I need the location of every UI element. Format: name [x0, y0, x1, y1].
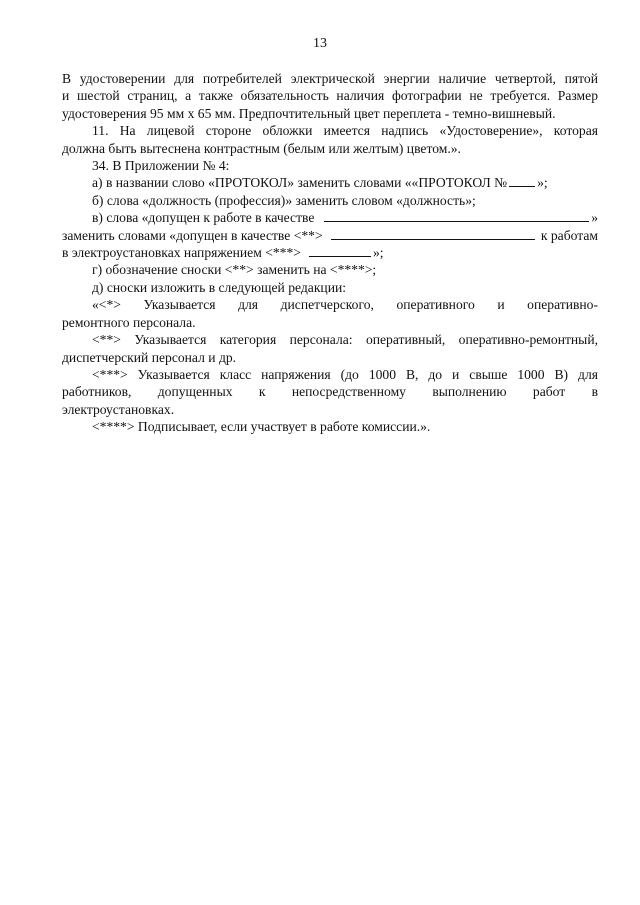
- text-line: <**> Указывается категория персонала: оперативный, оперативно-ремонтный,: [92, 332, 598, 348]
- paragraph-certificate-size: [62, 70, 598, 122]
- text-line: В удостоверении для потребителей электрической энергии наличие четвертой, пятой: [62, 71, 598, 86]
- item-g: г) обозначение сноски <**> заменить на <****>;: [92, 262, 377, 278]
- footnote-1: [62, 296, 598, 331]
- item-a: [62, 174, 598, 191]
- item-v-line-3: [62, 244, 598, 261]
- item-v-line-3-text: в электроустановках напряжением <***>: [62, 245, 301, 261]
- blank-line: [309, 244, 371, 257]
- text-line: работников, допущенных к непосредственному выполнению работ в: [62, 384, 598, 400]
- text-line: электроустановках.: [62, 401, 175, 417]
- item-v-line-1-text: в) слова «допущен к работе в качестве: [92, 210, 315, 226]
- blank-line: [324, 209, 589, 222]
- item-v-line-2: [62, 227, 598, 244]
- text-line: <***> Указывается класс напряжения (до 1000 В, до и свыше 1000 В) для: [92, 366, 598, 382]
- text-line: 11. На лицевой стороне обложки имеется надпись «Удостоверение», которая: [92, 123, 598, 139]
- item-v-line-2-end: к работам: [540, 227, 598, 243]
- footnote-4: <****> Подписывает, если участвует в работе комиссии.».: [92, 419, 431, 435]
- blank-line: [331, 227, 535, 240]
- text-line: и шестой страниц, а также обязательность наличия фотографии не требуется. Размер: [62, 88, 598, 104]
- paragraph-11: [62, 122, 598, 157]
- item-a-end: »;: [537, 175, 548, 191]
- item-d: д) сноски изложить в следующей редакции:: [92, 279, 347, 295]
- footnote-2: [62, 331, 598, 366]
- text-line: диспетчерский персонал и др.: [62, 349, 237, 365]
- item-b: б) слова «должность (профессия)» заменить словом «должность»;: [92, 192, 476, 208]
- item-v-line-3-end: »;: [372, 245, 384, 261]
- item-v: [62, 209, 598, 261]
- text-line: удостоверения 95 мм х 65 мм. Предпочтительный цвет переплета - темно-вишневый.: [62, 105, 556, 121]
- item-v-line-2-text: заменить словами «допущен в качестве <**>: [62, 227, 323, 243]
- item-v-line-1-end: »: [591, 210, 598, 226]
- item-34-heading: 34. В Приложении № 4:: [92, 158, 230, 174]
- item-v-line-1: [62, 209, 598, 226]
- text-line: «<*> Указывается для диспетчерского, оперативного и оперативно-: [92, 297, 598, 313]
- text-line: должна быть вытеснена контрастным (белым или желтым) цветом.».: [62, 140, 461, 156]
- page-number: 13: [313, 36, 327, 51]
- footnote-3: [62, 366, 598, 418]
- item-a-text: а) в названии слово «ПРОТОКОЛ» заменить словами ««ПРОТОКОЛ №: [92, 175, 508, 191]
- blank-line: [509, 174, 535, 187]
- document-body: [62, 70, 598, 436]
- text-line: ремонтного персонала.: [62, 314, 196, 330]
